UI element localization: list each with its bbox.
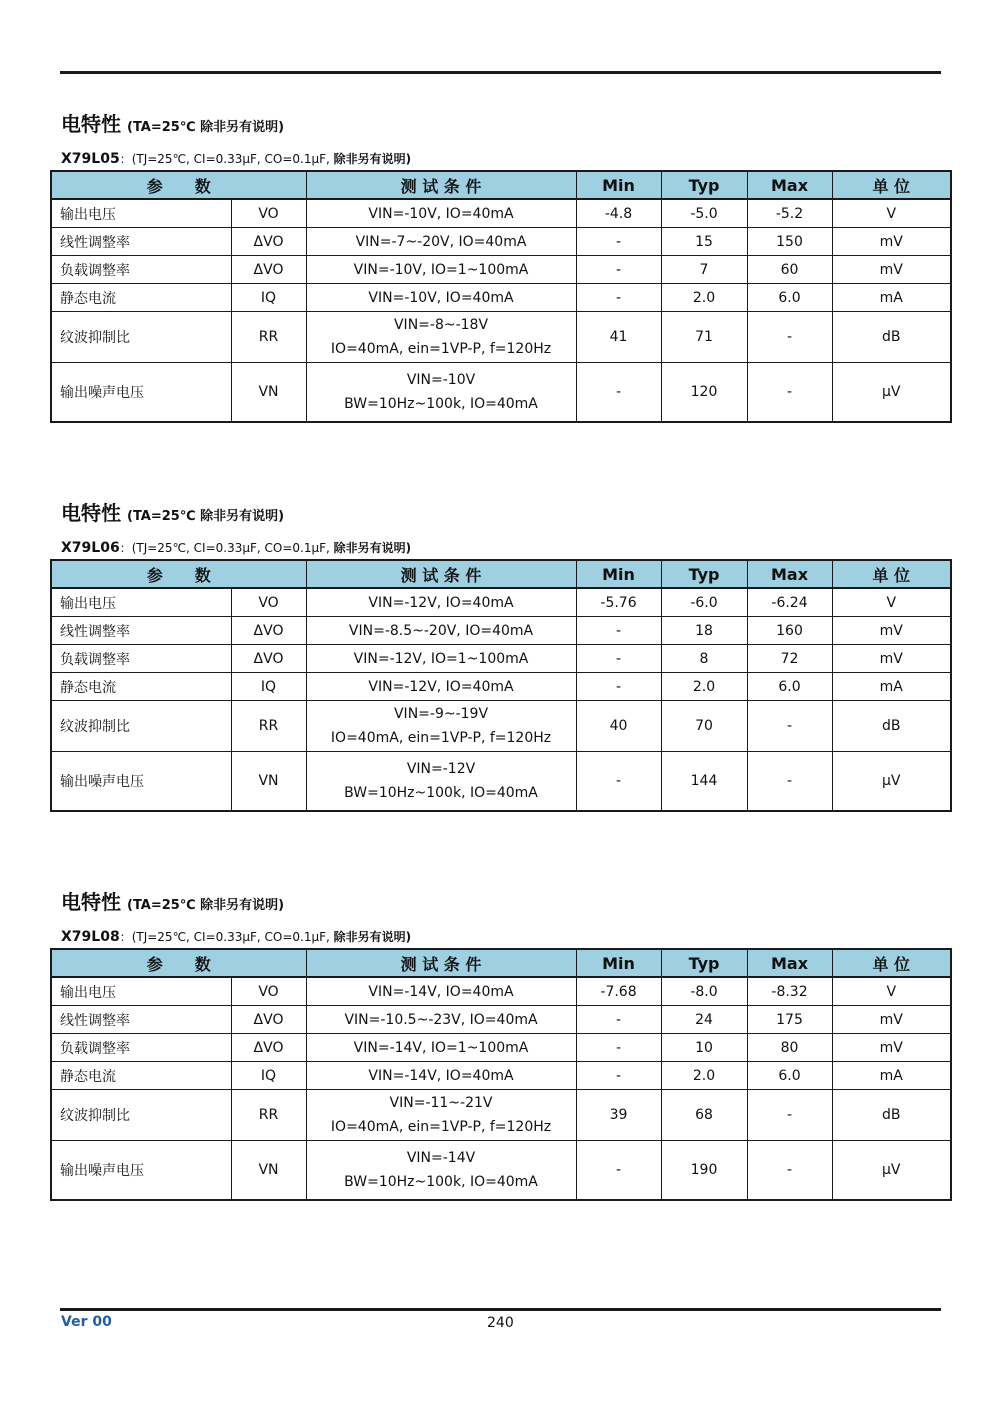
value-max: -8.32	[747, 977, 832, 1006]
model-number: X79L08	[61, 929, 120, 945]
param-name: 线性调整率	[51, 1006, 231, 1034]
table-row	[51, 363, 951, 423]
value-max: 175	[747, 1006, 832, 1034]
param-name: 静态电流	[51, 1062, 231, 1090]
param-name: 静态电流	[51, 673, 231, 701]
section-title-condition: (TA=25℃ 除非另有说明)	[127, 120, 285, 135]
header-typ: Typ	[661, 949, 747, 977]
table-row	[51, 228, 951, 256]
value-typ: 2.0	[661, 1062, 747, 1090]
param-symbol: ΔVO	[231, 228, 306, 256]
condition-line-1: VIN=-14V, IO=40mA	[368, 983, 514, 1000]
value-typ: 120	[661, 363, 747, 423]
value-max: 160	[747, 617, 832, 645]
section-title-condition: (TA=25℃ 除非另有说明)	[127, 898, 285, 913]
param-condition	[306, 701, 576, 752]
value-max: 60	[747, 256, 832, 284]
condition-line-1: VIN=-10V	[406, 372, 476, 388]
param-symbol: VN	[231, 1141, 306, 1201]
value-typ: 68	[661, 1090, 747, 1141]
condition-line-1: VIN=-8~-18V	[393, 317, 489, 333]
condition-line-1: VIN=-10V, IO=40mA	[368, 289, 514, 306]
test-conditions	[61, 539, 411, 556]
value-max: 6.0	[747, 284, 832, 312]
section-heading	[61, 886, 284, 915]
param-name: 输出电压	[51, 977, 231, 1006]
value-typ: 10	[661, 1034, 747, 1062]
table-row	[51, 588, 951, 617]
value-unit: mV	[832, 256, 951, 284]
table-header-row	[51, 171, 951, 199]
value-unit: mV	[832, 617, 951, 645]
header-parameter: 参 数	[51, 560, 306, 588]
condition-note: 除非另有说明)	[333, 541, 412, 555]
param-symbol: VN	[231, 752, 306, 812]
param-name: 负载调整率	[51, 645, 231, 673]
param-condition	[306, 1006, 576, 1034]
condition-line-1: VIN=-14V	[406, 1150, 476, 1166]
value-typ: -6.0	[661, 588, 747, 617]
header-max: Max	[747, 560, 832, 588]
test-conditions	[61, 928, 411, 945]
value-unit: mV	[832, 645, 951, 673]
header-min: Min	[576, 949, 661, 977]
value-unit: mV	[832, 1006, 951, 1034]
value-typ: 15	[661, 228, 747, 256]
table-row	[51, 312, 951, 363]
param-name: 线性调整率	[51, 617, 231, 645]
model-number: X79L06	[61, 540, 120, 556]
param-name: 输出电压	[51, 588, 231, 617]
value-typ: 8	[661, 645, 747, 673]
header-typ: Typ	[661, 171, 747, 199]
section-title: 电特性	[61, 112, 121, 136]
param-symbol: RR	[231, 701, 306, 752]
param-symbol: ΔVO	[231, 1006, 306, 1034]
value-min: -	[576, 673, 661, 701]
value-min: -	[576, 1034, 661, 1062]
condition-text: ：(TJ=25℃, CI=0.33μF, CO=0.1μF,	[119, 152, 334, 166]
value-min: -5.76	[576, 588, 661, 617]
header-max: Max	[747, 949, 832, 977]
param-symbol: VO	[231, 977, 306, 1006]
value-unit: V	[832, 977, 951, 1006]
param-name: 纹波抑制比	[51, 312, 231, 363]
value-max: 72	[747, 645, 832, 673]
value-max: -5.2	[747, 199, 832, 228]
value-typ: 2.0	[661, 284, 747, 312]
condition-line-1: VIN=-9~-19V	[393, 706, 489, 722]
value-min: -	[576, 1062, 661, 1090]
param-condition	[306, 673, 576, 701]
value-min: 41	[576, 312, 661, 363]
value-typ: 18	[661, 617, 747, 645]
param-symbol: ΔVO	[231, 617, 306, 645]
param-condition	[306, 645, 576, 673]
param-condition	[306, 363, 576, 423]
header-parameter: 参 数	[51, 949, 306, 977]
param-symbol: VO	[231, 588, 306, 617]
param-name: 输出噪声电压	[51, 1141, 231, 1201]
section-title: 电特性	[61, 890, 121, 914]
value-max: 6.0	[747, 1062, 832, 1090]
param-symbol: IQ	[231, 284, 306, 312]
param-name: 负载调整率	[51, 256, 231, 284]
condition-line-1: VIN=-10.5~-23V, IO=40mA	[344, 1011, 538, 1028]
table-row	[51, 977, 951, 1006]
param-symbol: IQ	[231, 673, 306, 701]
condition-line-1: VIN=-10V, IO=40mA	[368, 205, 514, 222]
model-number: X79L05	[61, 151, 120, 167]
value-typ: 71	[661, 312, 747, 363]
header-parameter: 参 数	[51, 171, 306, 199]
header-min: Min	[576, 171, 661, 199]
param-name: 输出噪声电压	[51, 752, 231, 812]
value-min: -	[576, 363, 661, 423]
value-max: -	[747, 312, 832, 363]
table-row	[51, 1141, 951, 1201]
condition-line-1: VIN=-10V, IO=1~100mA	[353, 261, 529, 278]
spec-table	[50, 948, 952, 1201]
table-header-row	[51, 949, 951, 977]
value-unit: μV	[832, 1141, 951, 1201]
param-symbol: ΔVO	[231, 256, 306, 284]
value-unit: V	[832, 588, 951, 617]
condition-line-1: VIN=-11~-21V	[389, 1095, 493, 1111]
condition-text: ：(TJ=25℃, CI=0.33μF, CO=0.1μF,	[119, 541, 334, 555]
section-heading	[61, 108, 284, 137]
value-min: -7.68	[576, 977, 661, 1006]
condition-line-2: BW=10Hz~100k, IO=40mA	[344, 396, 538, 412]
section-heading	[61, 497, 284, 526]
value-typ: 2.0	[661, 673, 747, 701]
param-symbol: VN	[231, 363, 306, 423]
value-unit: mV	[832, 1034, 951, 1062]
param-condition	[306, 1141, 576, 1201]
table-row	[51, 1090, 951, 1141]
table-header-row	[51, 560, 951, 588]
param-condition	[306, 284, 576, 312]
table-row	[51, 673, 951, 701]
value-typ: 7	[661, 256, 747, 284]
header-max: Max	[747, 171, 832, 199]
table-row	[51, 284, 951, 312]
param-condition	[306, 752, 576, 812]
value-unit: μV	[832, 363, 951, 423]
value-min: -	[576, 1141, 661, 1201]
value-max: -	[747, 1090, 832, 1141]
spec-table	[50, 559, 952, 812]
value-max: 6.0	[747, 673, 832, 701]
value-min: -	[576, 617, 661, 645]
value-unit: V	[832, 199, 951, 228]
header-min: Min	[576, 560, 661, 588]
value-unit: μV	[832, 752, 951, 812]
param-name: 纹波抑制比	[51, 701, 231, 752]
param-name: 负载调整率	[51, 1034, 231, 1062]
table-row	[51, 752, 951, 812]
value-typ: -5.0	[661, 199, 747, 228]
param-condition	[306, 256, 576, 284]
value-max: 80	[747, 1034, 832, 1062]
value-min: -	[576, 228, 661, 256]
header-unit: 单 位	[832, 949, 951, 977]
param-name: 输出噪声电压	[51, 363, 231, 423]
value-typ: 144	[661, 752, 747, 812]
condition-line-1: VIN=-7~-20V, IO=40mA	[355, 233, 527, 250]
value-min: 40	[576, 701, 661, 752]
header-conditions: 测 试 条 件	[306, 560, 576, 588]
condition-line-1: VIN=-12V, IO=40mA	[368, 678, 514, 695]
value-typ: 190	[661, 1141, 747, 1201]
header-typ: Typ	[661, 560, 747, 588]
header-conditions: 测 试 条 件	[306, 171, 576, 199]
param-name: 输出电压	[51, 199, 231, 228]
header-unit: 单 位	[832, 560, 951, 588]
param-condition	[306, 199, 576, 228]
param-name: 静态电流	[51, 284, 231, 312]
param-condition	[306, 977, 576, 1006]
param-name: 纹波抑制比	[51, 1090, 231, 1141]
value-unit: mA	[832, 1062, 951, 1090]
condition-line-1: VIN=-12V, IO=1~100mA	[353, 650, 529, 667]
param-condition	[306, 312, 576, 363]
test-conditions	[61, 150, 411, 167]
table-row	[51, 645, 951, 673]
condition-line-1: VIN=-14V, IO=1~100mA	[353, 1039, 529, 1056]
value-min: -	[576, 645, 661, 673]
header-conditions: 测 试 条 件	[306, 949, 576, 977]
value-unit: dB	[832, 701, 951, 752]
value-typ: 70	[661, 701, 747, 752]
param-condition	[306, 228, 576, 256]
param-condition	[306, 1034, 576, 1062]
value-unit: mA	[832, 673, 951, 701]
value-min: -	[576, 284, 661, 312]
value-unit: dB	[832, 1090, 951, 1141]
table-row	[51, 1006, 951, 1034]
value-typ: 24	[661, 1006, 747, 1034]
value-unit: mV	[832, 228, 951, 256]
value-typ: -8.0	[661, 977, 747, 1006]
param-symbol: ΔVO	[231, 645, 306, 673]
condition-note: 除非另有说明)	[333, 152, 412, 166]
condition-text: ：(TJ=25℃, CI=0.33μF, CO=0.1μF,	[119, 930, 334, 944]
value-max: -	[747, 1141, 832, 1201]
param-name: 线性调整率	[51, 228, 231, 256]
param-condition	[306, 588, 576, 617]
table-row	[51, 1062, 951, 1090]
section-title-condition: (TA=25℃ 除非另有说明)	[127, 509, 285, 524]
condition-line-1: VIN=-14V, IO=40mA	[368, 1067, 514, 1084]
param-condition	[306, 1090, 576, 1141]
condition-line-1: VIN=-8.5~-20V, IO=40mA	[348, 622, 534, 639]
condition-line-1: VIN=-12V	[406, 761, 476, 777]
param-condition	[306, 617, 576, 645]
condition-line-2: BW=10Hz~100k, IO=40mA	[344, 785, 538, 801]
spec-table	[50, 170, 952, 423]
param-symbol: ΔVO	[231, 1034, 306, 1062]
value-max: -	[747, 701, 832, 752]
param-symbol: IQ	[231, 1062, 306, 1090]
condition-note: 除非另有说明)	[333, 930, 412, 944]
table-row	[51, 1034, 951, 1062]
top-rule	[60, 71, 941, 74]
table-row	[51, 701, 951, 752]
section-title: 电特性	[61, 501, 121, 525]
value-max: -6.24	[747, 588, 832, 617]
value-max: -	[747, 363, 832, 423]
value-min: -	[576, 1006, 661, 1034]
header-unit: 单 位	[832, 171, 951, 199]
value-min: -	[576, 256, 661, 284]
table-row	[51, 199, 951, 228]
value-min: -4.8	[576, 199, 661, 228]
value-min: 39	[576, 1090, 661, 1141]
value-max: 150	[747, 228, 832, 256]
param-condition	[306, 1062, 576, 1090]
condition-line-1: VIN=-12V, IO=40mA	[368, 594, 514, 611]
param-symbol: RR	[231, 312, 306, 363]
condition-line-2: IO=40mA, ein=1VP-P, f=120Hz	[330, 1119, 552, 1135]
table-row	[51, 617, 951, 645]
condition-line-2: IO=40mA, ein=1VP-P, f=120Hz	[330, 341, 552, 357]
param-symbol: RR	[231, 1090, 306, 1141]
value-unit: mA	[832, 284, 951, 312]
bottom-rule	[60, 1308, 941, 1311]
value-min: -	[576, 752, 661, 812]
table-row	[51, 256, 951, 284]
param-symbol: VO	[231, 199, 306, 228]
footer-version: Ver 00	[61, 1314, 112, 1330]
condition-line-2: IO=40mA, ein=1VP-P, f=120Hz	[330, 730, 552, 746]
value-max: -	[747, 752, 832, 812]
value-unit: dB	[832, 312, 951, 363]
condition-line-2: BW=10Hz~100k, IO=40mA	[344, 1174, 538, 1190]
page-number: 240	[487, 1315, 514, 1331]
